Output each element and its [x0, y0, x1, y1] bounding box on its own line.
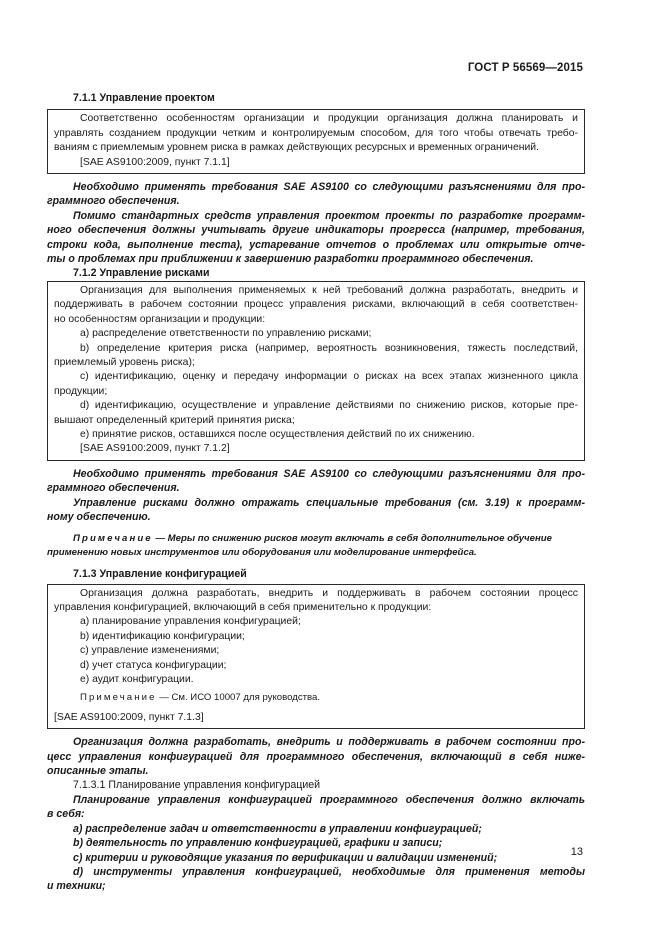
quote-box-7-1-3: [47, 584, 585, 730]
list-item: b) определение критерия риска (например, вероятность возникновения, тяжесть последствий,: [80, 342, 578, 354]
box-reference: [SAE AS9100:2009, пункт 7.1.2]: [80, 443, 230, 455]
paragraph-line: строки кода, выполнение теста), устаревание отчетов о проблемах или открытые отче-: [47, 238, 585, 251]
paragraph-line: Управление рисками должно отражать специальные требования (см. 3.19) к программ-: [73, 496, 585, 509]
list-item: a) распределение задач и ответственности в управлении конфигурацией;: [73, 822, 482, 835]
paragraph-line: Помимо стандартных средств управления проектом проекты по разработке программ-: [73, 209, 585, 222]
box-line: но особенностям организации и продукции:: [54, 313, 266, 325]
paragraph-line: граммного обеспечения.: [47, 195, 180, 208]
paragraph-line: ному обеспечению.: [47, 510, 151, 523]
box-line: ваниям с приемлемым уровнем риска в рамках действующих ресурсных и временных ограничений.: [54, 142, 539, 154]
list-item-continuation: продукции;: [54, 385, 108, 397]
subsection-7-1-3-1-title: 7.1.3.1 Планирование управления конфигурацией: [73, 779, 321, 792]
list-item: e) принятие рисков, оставшихся после осуществления действий по их снижению.: [80, 428, 475, 440]
note-label: Примечание: [73, 533, 153, 545]
list-item: d) инструменты управления конфигурацией, необходимые для применения методы: [73, 865, 585, 878]
note: [47, 532, 585, 545]
paragraph-line: Необходимо применять требования SAE AS9100 со следующими разъяснениями для про-: [73, 181, 585, 194]
box-line: Соответственно особенностям организации и продукции организация должна планировать и: [80, 113, 578, 125]
paragraph-line: в себя:: [47, 808, 85, 821]
box-line: Организация должна разработать, внедрить и поддерживать в рабочем состоянии процесс: [80, 587, 578, 599]
document-code-header: ГОСТ Р 56569—2015: [467, 62, 583, 74]
paragraph-line: цесс управления конфигурацией для программного обеспечения, включающий в себя ниже-: [47, 750, 585, 763]
box-line: управлять созданием продукции четким и контролируемым способом, для того чтобы отвечать требо-: [54, 127, 578, 139]
page-content: [47, 91, 585, 894]
note-text: — Меры по снижению рисков могут включать в себя дополнительное обучение: [152, 533, 552, 545]
section-7-1-1-title: 7.1.1 Управление проектом: [73, 92, 215, 104]
paragraph-line: Организация должна разработать, внедрить и поддерживать в рабочем состоянии про-: [73, 736, 585, 749]
list-item-continuation: вышают определенный критерий принятия риска;: [54, 414, 295, 426]
box-line: поддерживать в рабочем состоянии процесс управления рисками, включающий в себя соответствен-: [54, 299, 578, 311]
box-line: управления конфигурацией, включающий в себя применительно к продукции:: [54, 602, 432, 613]
paragraph-line: Необходимо применять требования SAE AS9100 со следующими разъяснениями для про-: [73, 467, 585, 480]
list-item-continuation: приемлемый уровень риска);: [54, 356, 195, 368]
section-7-1-3-title: 7.1.3 Управление конфигурацией: [73, 568, 247, 581]
section-7-1-2-title: 7.1.2 Управление рисками: [73, 267, 210, 280]
list-item: c) критерии и руководящие указания по верификации и валидации изменений;: [73, 851, 498, 864]
quote-box-7-1-1: [47, 109, 585, 174]
list-item: e) аудит конфигурации.: [80, 674, 194, 686]
box-reference: [SAE AS9100:2009, пункт 7.1.1]: [80, 156, 230, 168]
box-note: [54, 691, 578, 704]
note-line: применению новых инструментов или оборудования или моделирование интерфейса.: [47, 546, 477, 558]
box-reference: [SAE AS9100:2009, пункт 7.1.3]: [54, 711, 204, 723]
paragraph-line: ного обеспечения должны учитывать другие индикаторы прогресса (например, требования,: [47, 224, 585, 237]
list-item: a) распределение ответственности по управлению рисками;: [80, 328, 372, 340]
box-note-text: — См. ИСО 10007 для руководства.: [156, 692, 321, 704]
list-item: b) деятельность по управлению конфигурацией, графики и записи;: [73, 837, 443, 850]
paragraph-line: ты о проблемах при приближении к завершению разработки программного обеспечения.: [47, 253, 534, 266]
list-item: b) идентификацию конфигурации;: [80, 630, 245, 642]
list-item: d) идентификацию, осуществление и управление действиями по снижению рисков, которые пре-: [80, 400, 578, 412]
list-item: c) управление изменениями;: [80, 645, 220, 657]
box-line: Организация для выполнения применяемых к ней требований должна разработать, внедрить и: [80, 284, 578, 296]
list-item: c) идентификацию, оценку и передачу информации о рисках на всех этапах жизненного цикла: [80, 371, 578, 383]
page-number: 13: [570, 846, 583, 858]
list-item-continuation: и техники;: [47, 880, 106, 893]
quote-box-7-1-2: [47, 281, 585, 461]
paragraph-line: описанные этапы.: [47, 765, 149, 778]
paragraph-line: Планирование управления конфигурацией программного обеспечения должно включать: [73, 793, 585, 806]
list-item: d) учет статуса конфигурации;: [80, 659, 227, 671]
box-note-label: Примечание: [80, 692, 157, 704]
paragraph-line: граммного обеспечения.: [47, 482, 180, 495]
list-item: a) планирование управления конфигурацией;: [80, 616, 301, 628]
